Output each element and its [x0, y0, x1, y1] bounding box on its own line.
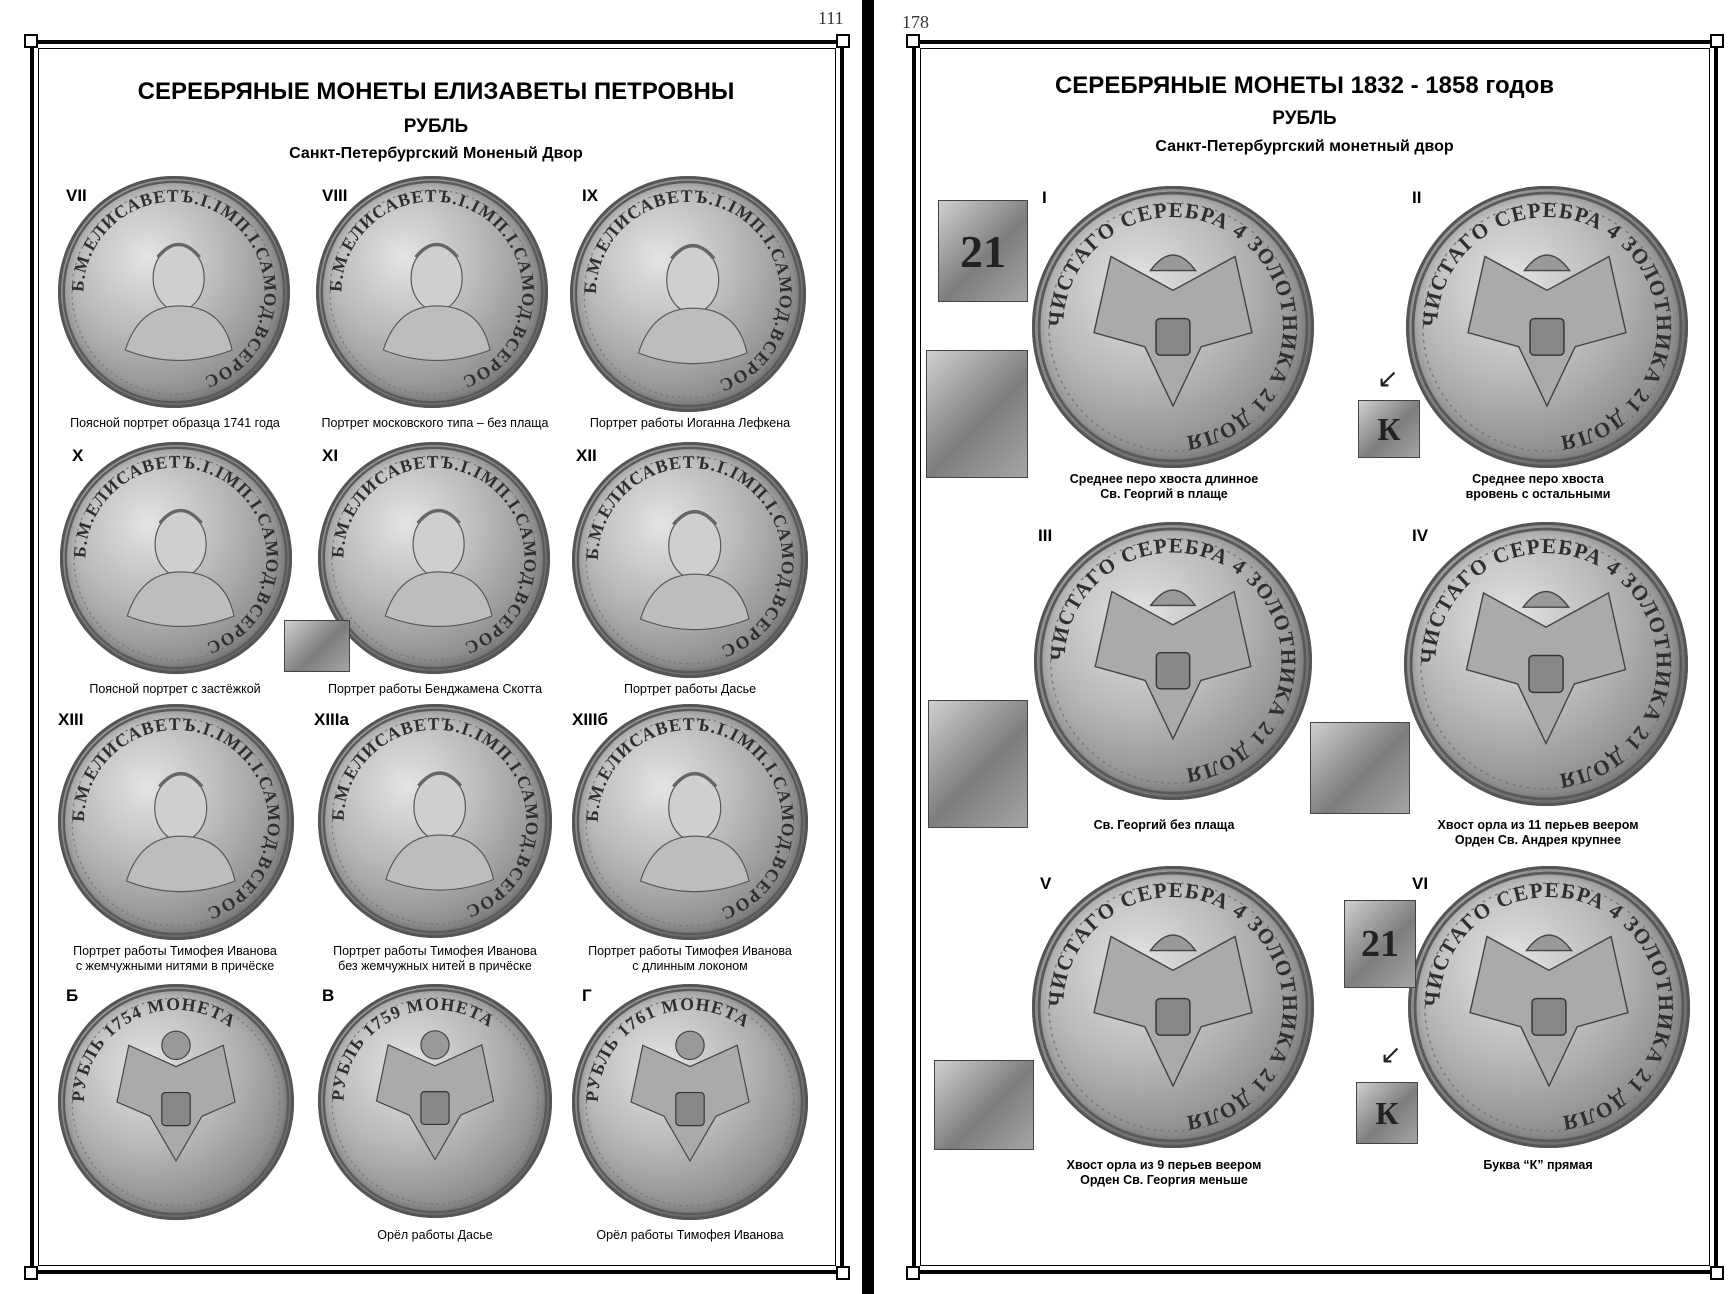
letter-detail-image: К [1356, 1082, 1418, 1144]
coin-image [1408, 866, 1690, 1148]
coin-caption: Портрет московского типа – без плаща [321, 416, 549, 430]
arrow-icon: ↙ [1380, 1040, 1402, 1070]
coin-caption: Среднее перо хвоста длинное Св. Георгий в плаще [1069, 472, 1259, 501]
svg-text:ЧИСТАГО СЕРЕБРА 4 ЗОЛОТНИКА 21: ЧИСТАГО СЕРЕБРА 4 ЗОЛОТНИКА 21 ДОЛЯ [1043, 877, 1303, 1136]
mint-name: Санкт-Петербургский монетный двор [1155, 138, 1454, 155]
frame-corner [1710, 1266, 1724, 1280]
coin-image [60, 442, 292, 674]
coin-image [1032, 866, 1314, 1148]
coin-image [1034, 522, 1312, 800]
coin-caption: Орёл работы Тимофея Иванова [596, 1228, 784, 1242]
svg-text:Б.М.ЕЛИСАВЕТЪ.I.IМП.I.САМОД.ВС: Б.М.ЕЛИСАВЕТЪ.I.IМП.I.САМОД.ВСЕРОС [581, 713, 799, 925]
coin-caption: Портрет работы Тимофея Иванова с длинным локоном [588, 944, 792, 973]
coin-caption: Портрет работы Тимофея Иванова без жемчужных нитей в причёске [333, 944, 537, 973]
st-george-detail-image [928, 700, 1028, 828]
coin-type-label: XII [576, 446, 597, 465]
coin-caption: Портрет работы Иоганна Лефкена [589, 416, 791, 430]
frame-corner [836, 34, 850, 48]
book-spine [862, 0, 874, 1294]
coin-image [58, 704, 294, 940]
coin-type-label: В [322, 986, 335, 1005]
coin-type-label: XIIIa [314, 710, 349, 729]
coin-type-label: XI [322, 446, 339, 465]
coin-type-label: II [1412, 188, 1422, 207]
frame-corner [24, 1266, 38, 1280]
svg-text:ЧИСТАГО СЕРЕБРА 4 ЗОЛОТНИКА 21: ЧИСТАГО СЕРЕБРА 4 ЗОЛОТНИКА 21 ДОЛЯ [1419, 877, 1679, 1136]
svg-text:ЧИСТАГО СЕРЕБРА 4 ЗОЛОТНИКА 21: ЧИСТАГО СЕРЕБРА 4 ЗОЛОТНИКА 21 ДОЛЯ [1415, 534, 1676, 794]
coin-image [318, 442, 550, 674]
coin-caption: Портрет работы Бенджамена Скотта [327, 682, 543, 696]
coin-type-label: XIII [58, 710, 84, 729]
frame-corner [24, 34, 38, 48]
svg-text:Б.М.ЕЛИСАВЕТЪ.I.IМП.I.САМОД.ВС: Б.М.ЕЛИСАВЕТЪ.I.IМП.I.САМОД.ВСЕРОС [327, 451, 541, 659]
eagle-tail-detail-image [934, 1060, 1034, 1150]
coin-caption: Орёл работы Дасье [377, 1228, 493, 1242]
coin-type-label: XIIIб [572, 710, 609, 729]
coin-caption: Поясной портрет с застёжкой [89, 682, 261, 696]
coin-image [570, 176, 806, 412]
coin-image [58, 984, 294, 1220]
arrow-icon: ↙ [1377, 364, 1399, 394]
svg-text:Б.М.ЕЛИСАВЕТЪ.I.IМП.I.САМОД.ВС: Б.М.ЕЛИСАВЕТЪ.I.IМП.I.САМОД.ВСЕРОС [69, 451, 283, 659]
page-subtitle: РУБЛЬ [1272, 108, 1337, 129]
coin-caption: Буква “К” прямая [1483, 1158, 1593, 1172]
svg-text:ЧИСТАГО СЕРЕБРА 4 ЗОЛОТНИКА 21: ЧИСТАГО СЕРЕБРА 4 ЗОЛОТНИКА 21 ДОЛЯ [1417, 197, 1677, 456]
coin-type-label: Б [66, 986, 79, 1005]
coin-image [316, 176, 548, 408]
coin-image [1404, 522, 1688, 806]
coin-type-label: I [1042, 188, 1047, 207]
svg-text:ЧИСТАГО СЕРЕБРА 4 ЗОЛОТНИКА 21: ЧИСТАГО СЕРЕБРА 4 ЗОЛОТНИКА 21 ДОЛЯ [1043, 197, 1303, 456]
st-george-detail-image [926, 350, 1028, 478]
page-number: 178 [902, 12, 929, 32]
coin-caption: Хвост орла из 11 перьев веером Орден Св. Андрея крупнее [1437, 818, 1639, 847]
coin-image [572, 704, 808, 940]
svg-text:Б.М.ЕЛИСАВЕТЪ.I.IМП.I.САМОД.ВС: Б.М.ЕЛИСАВЕТЪ.I.IМП.I.САМОД.ВСЕРОС [325, 185, 539, 393]
coin-image [1406, 186, 1688, 468]
date-detail-image: 21 [1344, 900, 1416, 988]
svg-text:РУБЛЬ 1759 МОНЕТА: РУБЛЬ 1759 МОНЕТА [327, 993, 499, 1102]
coin-type-label: VIII [322, 186, 348, 205]
page-subtitle: РУБЛЬ [403, 116, 469, 137]
svg-text:РУБЛЬ 1754 МОНЕТА: РУБЛЬ 1754 МОНЕТА [67, 993, 241, 1103]
svg-text:Б.М.ЕЛИСАВЕТЪ.I.IМП.I.САМОД.ВС: Б.М.ЕЛИСАВЕТЪ.I.IМП.I.САМОД.ВСЕРОС [67, 185, 281, 393]
left-page [0, 0, 862, 1294]
svg-text:Б.М.ЕЛИСАВЕТЪ.I.IМП.I.САМОД.ВС: Б.М.ЕЛИСАВЕТЪ.I.IМП.I.САМОД.ВСЕРОС [327, 713, 543, 923]
page-title: СЕРЕБРЯНЫЕ МОНЕТЫ 1832 - 1858 годов [1054, 72, 1555, 99]
svg-text:ЧИСТАГО СЕРЕБРА 4 ЗОЛОТНИКА 21: ЧИСТАГО СЕРЕБРА 4 ЗОЛОТНИКА 21 ДОЛЯ [1045, 533, 1301, 788]
coin-detail-image [284, 620, 350, 672]
coin-type-label: X [72, 446, 84, 465]
page-title: СЕРЕБРЯНЫЕ МОНЕТЫ ЕЛИЗАВЕТЫ ПЕТРОВНЫ [137, 78, 735, 105]
date-detail-image: 21 [938, 200, 1028, 302]
svg-text:Б.М.ЕЛИСАВЕТЪ.I.IМП.I.САМОД.ВС: Б.М.ЕЛИСАВЕТЪ.I.IМП.I.САМОД.ВСЕРОС [579, 185, 797, 397]
page-number: 111 [818, 8, 844, 28]
frame-corner [1710, 34, 1724, 48]
svg-text:Б.М.ЕЛИСАВЕТЪ.I.IМП.I.САМОД.ВС: Б.М.ЕЛИСАВЕТЪ.I.IМП.I.САМОД.ВСЕРОС [581, 451, 799, 663]
eagle-tail-detail-image [1310, 722, 1410, 814]
coin-type-label: IX [582, 186, 599, 205]
svg-text:РУБЛЬ 1761 МОНЕТА: РУБЛЬ 1761 МОНЕТА [581, 993, 755, 1103]
coin-caption: Хвост орла из 9 перьев веером Орден Св. Георгия меньше [1066, 1158, 1262, 1187]
coin-type-label: V [1040, 874, 1052, 893]
coin-image [318, 984, 552, 1218]
coin-image [572, 442, 808, 678]
svg-text:Б.М.ЕЛИСАВЕТЪ.I.IМП.I.САМОД.ВС: Б.М.ЕЛИСАВЕТЪ.I.IМП.I.САМОД.ВСЕРОС [67, 713, 285, 925]
coin-image [572, 984, 808, 1220]
mint-name: Санкт-Петербургский Моненый Двор [289, 145, 583, 162]
coin-image [58, 176, 290, 408]
coin-caption: Среднее перо хвоста вровень с остальными [1465, 472, 1611, 501]
coin-type-label: VI [1412, 874, 1429, 893]
coin-caption: Портрет работы Тимофея Иванова с жемчужными нитями в причёске [73, 944, 277, 973]
coin-type-label: IV [1412, 526, 1429, 545]
coin-image [318, 704, 552, 938]
frame-corner [906, 1266, 920, 1280]
coin-caption: Портрет работы Дасье [623, 682, 757, 696]
coin-type-label: Г [582, 986, 592, 1005]
letter-detail-image: К [1358, 400, 1420, 458]
coin-caption: Поясной портрет образца 1741 года [70, 416, 280, 430]
coin-type-label: III [1038, 526, 1053, 545]
right-page [874, 0, 1735, 1294]
frame-corner [836, 1266, 850, 1280]
coin-caption: Св. Георгий без плаща [1093, 818, 1235, 832]
coin-type-label: VII [66, 186, 87, 205]
frame-corner [906, 34, 920, 48]
coin-image [1032, 186, 1314, 468]
